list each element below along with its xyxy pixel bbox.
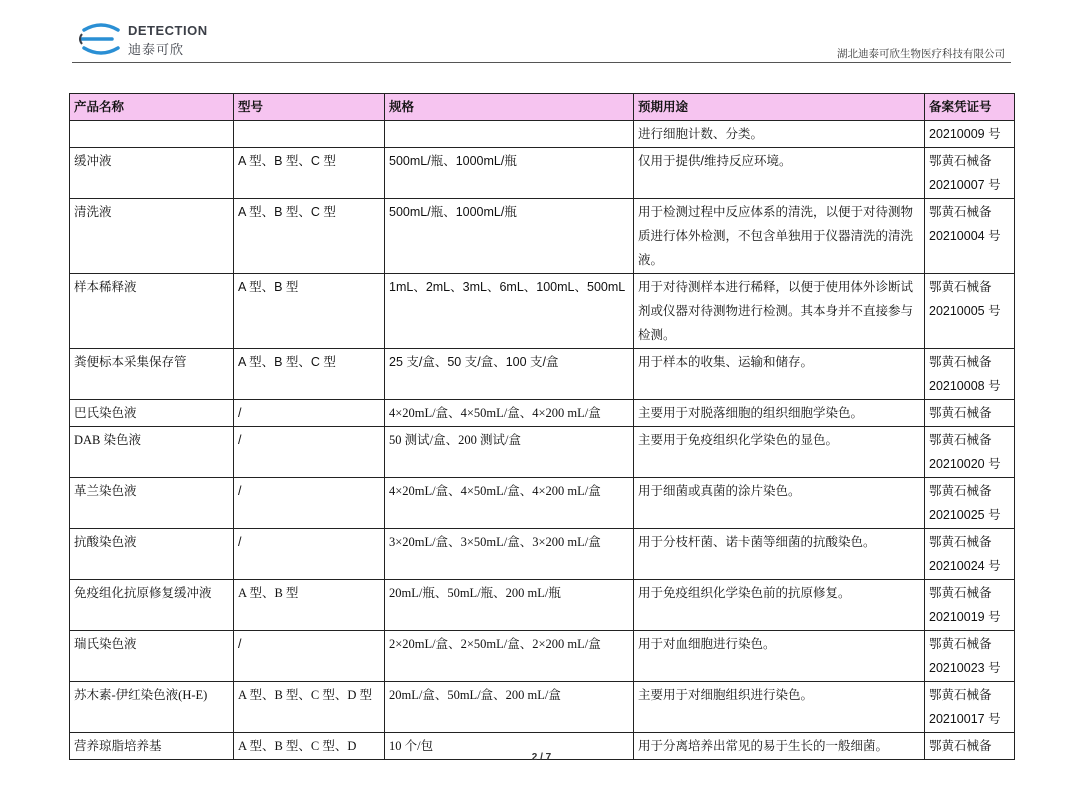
cell-registration-no: 鄂黄石械备 20210023 号: [925, 631, 1015, 682]
cell-model: A 型、B 型、C 型: [234, 349, 385, 400]
cell-registration-no: 鄂黄石械备 20210004 号: [925, 199, 1015, 274]
cell-model: /: [234, 529, 385, 580]
cell-product-name: 抗酸染色液: [70, 529, 234, 580]
table-row: [70, 427, 1015, 478]
cell-model: /: [234, 478, 385, 529]
cell-product-name: 清洗液: [70, 199, 234, 274]
cell-registration-no: 鄂黄石械备 20210025 号: [925, 478, 1015, 529]
cell-specification: 20mL/瓶、50mL/瓶、200 mL/瓶: [385, 580, 634, 631]
cell-model: A 型、B 型、C 型: [234, 148, 385, 199]
company-name: 湖北迪泰可欣生物医疗科技有限公司: [837, 48, 1005, 60]
cell-registration-no: 鄂黄石械备: [925, 733, 1015, 760]
table-row: [70, 529, 1015, 580]
cell-model: /: [234, 427, 385, 478]
table-row: [70, 121, 1015, 148]
cell-product-name: 革兰染色液: [70, 478, 234, 529]
cell-product-name: 免疫组化抗原修复缓冲液: [70, 580, 234, 631]
cell-specification: 2×20mL/盒、2×50mL/盒、2×200 mL/盒: [385, 631, 634, 682]
cell-intended-use: 用于对待测样本进行稀释，以便于使用体外诊断试剂或仪器对待测物进行检测。其本身并不直接参与检测。: [634, 274, 925, 349]
table-row: [70, 349, 1015, 400]
cell-registration-no: 鄂黄石械备 20210007 号: [925, 148, 1015, 199]
table-row: [70, 631, 1015, 682]
cell-registration-no: 鄂黄石械备 20210017 号: [925, 682, 1015, 733]
cell-intended-use: 用于分枝杆菌、诺卡菌等细菌的抗酸染色。: [634, 529, 925, 580]
table-row: [70, 274, 1015, 349]
cell-specification: 1mL、2mL、3mL、6mL、100mL、500mL: [385, 274, 634, 349]
cell-model: A 型、B 型: [234, 580, 385, 631]
cell-intended-use: 用于样本的收集、运输和储存。: [634, 349, 925, 400]
cell-specification: 25 支/盒、50 支/盒、100 支/盒: [385, 349, 634, 400]
cell-model: A 型、B 型、C 型、D 型: [234, 682, 385, 733]
cell-model: A 型、B 型: [234, 274, 385, 349]
table-row: [70, 580, 1015, 631]
cell-model: /: [234, 631, 385, 682]
table-row: [70, 682, 1015, 733]
cell-product-name: 缓冲液: [70, 148, 234, 199]
cell-specification: 50 测试/盒、200 测试/盒: [385, 427, 634, 478]
cell-registration-no: 鄂黄石械备 20210005 号: [925, 274, 1015, 349]
cell-product-name: DAB 染色液: [70, 427, 234, 478]
cell-specification: 500mL/瓶、1000mL/瓶: [385, 148, 634, 199]
cell-intended-use: 用于检测过程中反应体系的清洗，以便于对待测物质进行体外检测，不包含单独用于仪器清洗的清洗液。: [634, 199, 925, 274]
detection-logo-icon: [78, 22, 124, 56]
table-row: [70, 478, 1015, 529]
logo-english-text: DETECTION: [128, 23, 208, 38]
table-header-row: [70, 94, 1015, 121]
cell-intended-use: 用于免疫组织化学染色前的抗原修复。: [634, 580, 925, 631]
cell-registration-no: 鄂黄石械备 20210008 号: [925, 349, 1015, 400]
cell-intended-use: 用于细菌或真菌的涂片染色。: [634, 478, 925, 529]
header-registration-no: 备案凭证号: [925, 94, 1015, 121]
cell-specification: 500mL/瓶、1000mL/瓶: [385, 199, 634, 274]
cell-registration-no: 鄂黄石械备 20210020 号: [925, 427, 1015, 478]
cell-registration-no: 鄂黄石械备 20210024 号: [925, 529, 1015, 580]
cell-model: [234, 121, 385, 148]
cell-specification: 4×20mL/盒、4×50mL/盒、4×200 mL/盒: [385, 478, 634, 529]
cell-specification: 10 个/包: [385, 733, 634, 760]
cell-product-name: 营养琼脂培养基: [70, 733, 234, 760]
cell-product-name: 巴氏染色液: [70, 400, 234, 427]
table-row: [70, 148, 1015, 199]
cell-product-name: 瑞氏染色液: [70, 631, 234, 682]
header-product-name: 产品名称: [70, 94, 234, 121]
cell-registration-no: 鄂黄石械备: [925, 400, 1015, 427]
cell-registration-no: 鄂黄石械备 20210019 号: [925, 580, 1015, 631]
cell-intended-use: 用于对血细胞进行染色。: [634, 631, 925, 682]
table-row: [70, 400, 1015, 427]
cell-intended-use: 主要用于免疫组织化学染色的显色。: [634, 427, 925, 478]
company-logo: [78, 20, 208, 60]
cell-specification: [385, 121, 634, 148]
cell-specification: 3×20mL/盒、3×50mL/盒、3×200 mL/盒: [385, 529, 634, 580]
cell-model: /: [234, 400, 385, 427]
header-divider: [72, 62, 1011, 63]
cell-intended-use: 进行细胞计数、分类。: [634, 121, 925, 148]
cell-registration-no: 20210009 号: [925, 121, 1015, 148]
logo-chinese-text: 迪泰可欣: [128, 42, 185, 57]
header-model: 型号: [234, 94, 385, 121]
cell-model: A 型、B 型、C 型: [234, 199, 385, 274]
header-specification: 规格: [385, 94, 634, 121]
product-table: [69, 93, 1015, 760]
cell-specification: 20mL/盒、50mL/盒、200 mL/盒: [385, 682, 634, 733]
cell-product-name: [70, 121, 234, 148]
cell-intended-use: 仅用于提供/维持反应环境。: [634, 148, 925, 199]
page-number: 2 / 7: [531, 752, 552, 763]
cell-product-name: 苏木素-伊红染色液(H-E): [70, 682, 234, 733]
cell-intended-use: 主要用于对细胞组织进行染色。: [634, 682, 925, 733]
cell-model: A 型、B 型、C 型、D: [234, 733, 385, 760]
cell-product-name: 样本稀释液: [70, 274, 234, 349]
cell-intended-use: 主要用于对脱落细胞的组织细胞学染色。: [634, 400, 925, 427]
cell-intended-use: 用于分离培养出常见的易于生长的一般细菌。: [634, 733, 925, 760]
cell-product-name: 粪便标本采集保存管: [70, 349, 234, 400]
cell-specification: 4×20mL/盒、4×50mL/盒、4×200 mL/盒: [385, 400, 634, 427]
header-intended-use: 预期用途: [634, 94, 925, 121]
table-row: [70, 199, 1015, 274]
